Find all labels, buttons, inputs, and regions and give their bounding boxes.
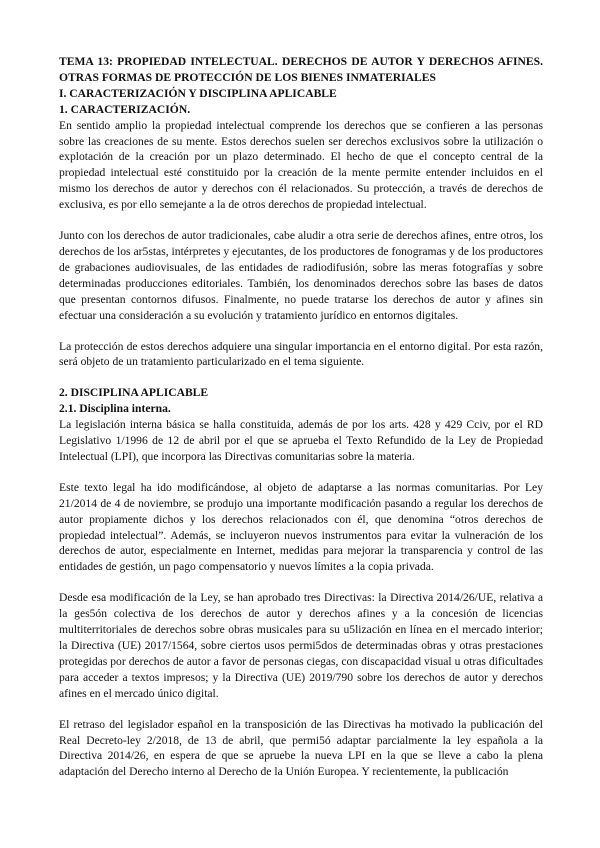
paragraph-6: Desde esa modificación de la Ley, se han aprobado tres Directivas: la Directiva 2014/26/UE, relativa a la ges5ón colectiva de los derechos de autor y derechos afines y a la concesión de licencias multiterritoriales de derechos sobre obras musicales para su u5lización en línea en el mercado interior; la Directiva (UE) 2017/1564, sobre ciertos usos permi5dos de determinadas obras y otras prestaciones protegidas por derechos de autor a favor de personas ciegas, con discapacidad visual u otras dificultades para acceder a textos impresos; y la Directiva (UE) 2019/790 sobre los derechos de autor y derechos afines en el mercado único digital. xyxy=(59,591,543,700)
subsection-heading-2: 2. DISCIPLINA APLICABLE xyxy=(59,386,209,400)
paragraph-1: En sentido amplio la propiedad intelectual comprende los derechos que se confieren a las personas sobre las creaciones de su mente. Estos derechos suelen ser derechos exclusivos sobre la utilización o explotación de la creación por un plazo determinado. El hecho de que el concepto central de la propiedad intelectual esté constituido por la creación de la mente permite entender incluidos en el mismo los derechos de autor y derechos con él relacionados. Su protección, a través de derechos de exclusiva, es por ello semejante a la de otros derechos de propiedad intelectual. xyxy=(59,118,543,212)
subsection-heading: 1. CARACTERIZACIÓN. xyxy=(59,102,191,116)
paragraph-7: El retraso del legislador español en la transposición de las Directivas ha motivado la publicación del Real Decreto-ley 2/2018, de 13 de abril, que permi5ó adaptar parcialmente la ley española a la Directiva 2014/26, en espera de que se apruebe la nueva LPI en la que se lleve a cabo la plena adaptación del Derecho interno al Derecho de la Unión Europea. Y recientemente, la publicación xyxy=(59,717,543,779)
section-heading: I. CARACTERIZACIÓN Y DISCIPLINA APLICABLE xyxy=(59,86,337,100)
paragraph-2: Junto con los derechos de autor tradicionales, cabe aludir a otra serie de derechos afines, entre otros, los derechos de los ar5stas, intérpretes y ejecutantes, de los productores de fonogramas y de los productores de grabaciones audiovisuales, de las entidades de radiodifusión, sobre las meras fotografías y sobre determinadas producciones editoriales. También, los denominados derechos sobre las bases de datos que presentan contornos difusos. Finalmente, no puede tratarse los derechos de autor y afines sin efectuar una consideración a su evolución y tratamiento jurídico en entornos digitales. xyxy=(59,229,543,322)
paragraph-4: La legislación interna básica se halla constituida, además de por los arts. 428 y 429 Cciv, por el RD Legislativo 1/1996 de 12 de abril por el que se aprueba el Texto Refundido de la Ley de Propiedad Intelectual (LPI), que incorpora las Directivas comunitarias sobre la materia. xyxy=(59,418,543,463)
paragraph-5: Este texto legal ha ido modificándose, al objeto de adaptarse a las normas comunitarias. Por Ley 21/2014 de 4 de noviembre, se produjo una importante modificación pasando a regular los derechos de autor propiamente dichos y los derechos relacionados con él, que denomina “otros derechos de propiedad intelectual”. Además, se incluyeron nuevos instrumentos para evitar la vulneración de los derechos de autor, especialmente en Internet, medidas para mejorar la transparencia y control de las entidades de gestión, un pago compensatorio y nuevos límites a la copia privada. xyxy=(59,480,543,574)
paragraph-3: La protección de estos derechos adquiere una singular importancia en el entorno digital. Por esta razón, será objeto de un tratamiento particularizado en el tema siguiente. xyxy=(59,339,543,369)
document-title: TEMA 13: PROPIEDAD INTELECTUAL. DERECHOS DE AUTOR Y DERECHOS AFINES. OTRAS FORMAS DE PROTECCIÓN DE LOS BIENES INMATERIALES xyxy=(59,55,543,84)
document-page xyxy=(59,54,543,780)
subsection-heading-2-1: 2.1. Disciplina interna. xyxy=(59,402,171,416)
